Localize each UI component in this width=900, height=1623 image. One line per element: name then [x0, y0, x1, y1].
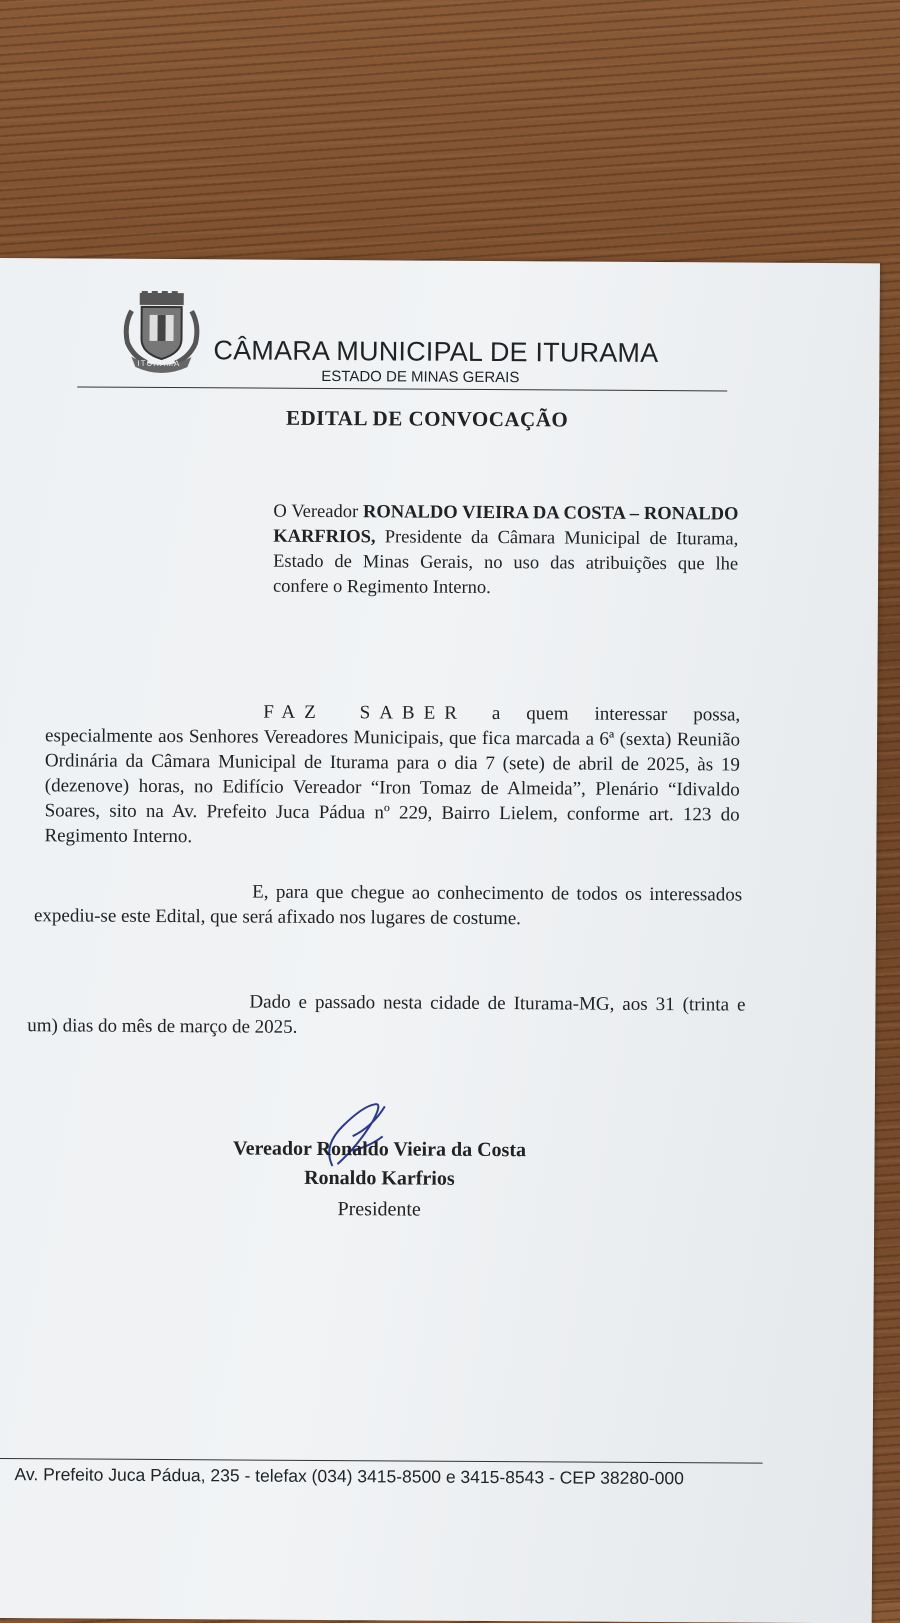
- announcement-text: a quem interessar possa, especialmente aos Senhores Vereadores Municipais, que fica marcada a 6ª (sexta) Reunião Ordinária da Câmara Municipal de Iturama para o dia 7 (sete) de abril de 2025, às 19 (dezenove) horas, no Edifício Vereador “Iron Tomaz de Almeida”, Plenário “Idivaldo Soares, sito na Av. Prefeito Juca Pádua nº 229, Bairro Lielem, conforme art. 123 do Regimento Interno.: [44, 702, 741, 848]
- footer-address: Av. Prefeito Juca Pádua, 235 - telefax (034) 3415-8500 e 3415-8543 - CEP 38280-000: [14, 1464, 684, 1489]
- date-text: Dado e passado nesta cidade de Iturama-MG, aos 31 (trinta e um) dias do mês de março de 2025.: [27, 991, 746, 1038]
- logo-ribbon-text: ITURAMA: [137, 358, 181, 369]
- organization-subtitle: ESTADO DE MINAS GERAIS: [321, 367, 520, 387]
- signatory-title: Presidente: [337, 1198, 421, 1221]
- publication-paragraph: [34, 878, 742, 932]
- organization-name: CÂMARA MUNICIPAL DE ITURAMA: [213, 335, 659, 369]
- signatory-nickname: Ronaldo Karfrios: [304, 1166, 455, 1190]
- intro-prefix: O Vereador: [273, 501, 364, 523]
- document-page: [0, 258, 880, 1623]
- footer-divider: [0, 1458, 763, 1464]
- header-divider: [77, 386, 727, 391]
- announcement-paragraph: [44, 698, 740, 852]
- handwritten-signature: [312, 1096, 402, 1177]
- intro-paragraph: [273, 500, 739, 603]
- signatory-name: Vereador Ronaldo Vieira da Costa: [232, 1137, 527, 1162]
- president-name: RONALDO VIEIRA DA COSTA – RONALDO KARFRIOS,: [273, 502, 739, 548]
- publication-text: E, para que chegue ao conhecimento de todos os interessados expediu-se este Edital, que será afixado nos lugares de costume.: [33, 881, 743, 930]
- date-paragraph: [27, 988, 745, 1042]
- document-title: EDITAL DE CONVOCAÇÃO: [285, 405, 569, 432]
- intro-rest: Presidente da Câmara Municipal de Iturama, Estado de Minas Gerais, no uso das atribuições que lhe confere o Regimento Interno.: [272, 527, 739, 599]
- faz-saber-lead: FAZ SABER: [263, 701, 466, 724]
